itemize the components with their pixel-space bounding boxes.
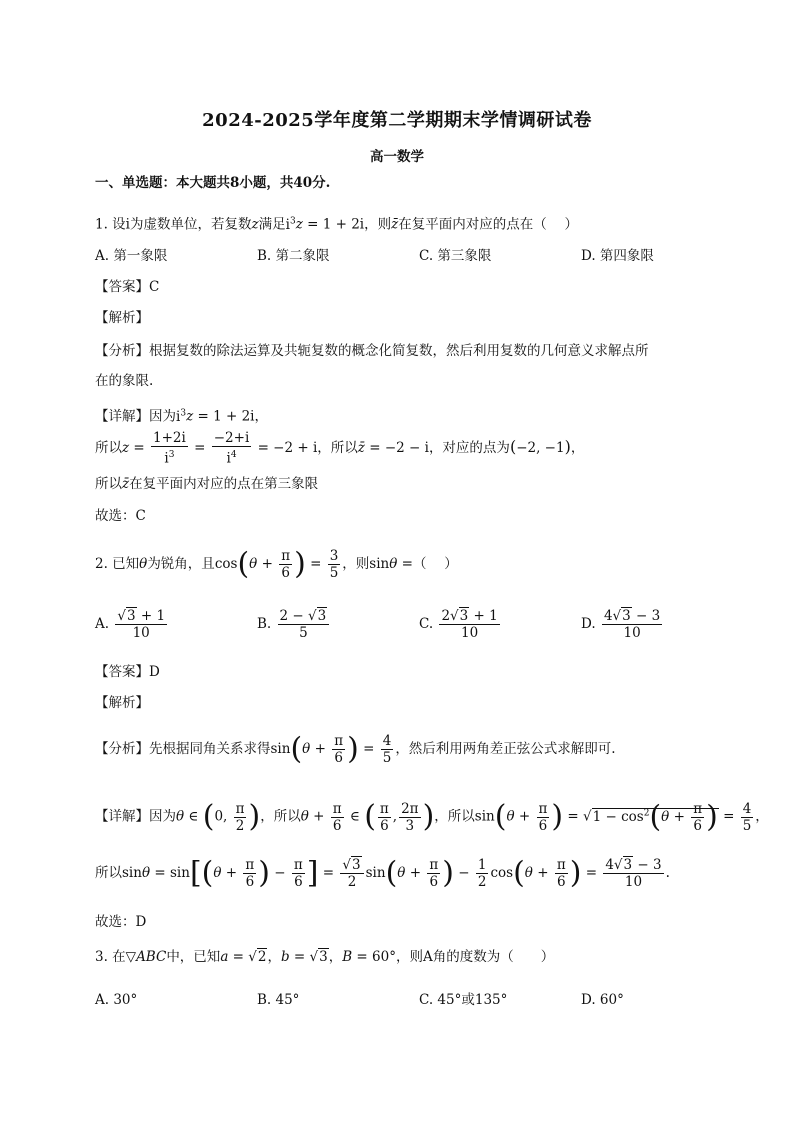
q1-option-b: B. 第二象限 [257,248,330,264]
q2-option-d: D. $\frac{4√3 - 3}{10}$ [581,608,661,641]
q1-option-c: C. 第三象限 [419,248,492,264]
q1-analysis-label: 【解析】 [95,310,149,326]
q2-analysis-label: 【解析】 [95,695,149,711]
q3-option-c: C. 45°或135° [419,992,508,1008]
q1-fenxi-line1: 【分析】根据复数的除法运算及共轭复数的概念化简复数，然后利用复数的几何意义求解点所 [95,343,649,359]
q2-option-c: C. $\frac{2√3 + 1}{10}$ [419,608,498,641]
q2-stem: 2. 已知θ为锐角，且cos(θ + $\frac{\pi}{6}$ ) = $\frac{3}{5}$ ，则sinθ =（ ） [95,546,458,582]
q1-fenxi-line2: 在的象限. [95,373,154,389]
section-heading: 一、单选题：本大题共8小题，共40分. [95,175,331,191]
q2-detail: 【详解】因为θ ∈ (0, $\frac{\pi}{2}$ )，所以θ + $\frac{\pi}{6}$ ∈ ( $\frac{\pi}{6}$ , $\frac{2\pi}{3}$ )，所以sin(θ + $\frac{\pi}{6}$ ) = $√1 - \cos^2(\theta$ + $\frac{\pi}{6}$ ) = $\frac{4}{5}$ ， [95,799,769,834]
q3-option-b: B. 45° [257,992,300,1008]
q1-stem: 1. 设i为虚数单位，若复数z满足$i^3z = 1 + 2i$，则z̄在复平面内对应的点在（ ） [95,216,579,233]
q3-stem: 3. 在▽ABC中，已知a = √2，b = √3，B = 60°，则A角的度数为（ ） [95,949,555,965]
q2-option-a: A. $\frac{√3 + 1}{10}$ [95,608,166,641]
q2-fenxi: 【分析】先根据同角关系求得sin(θ + $\frac{\pi}{6}$ ) = $\frac{4}{5}$ ，然后利用两角差正弦公式求解即可. [95,731,616,767]
q3-option-a: A. 30° [95,992,138,1008]
q1-option-d: D. 第四象限 [581,248,654,264]
page-title: 2024-2025学年度第二学期期末学情调研试卷 [202,110,592,131]
q1-detail: 【详解】因为$i^3z = 1 + 2i$， [95,408,268,425]
q3-option-d: D. 60° [581,992,624,1008]
q1-answer: 【答案】C [95,279,160,295]
q2-answer: 【答案】D [95,664,160,680]
q2-option-b: B. $\frac{2 - √3}{5}$ [257,607,331,641]
q1-option-a: A. 第一象限 [95,248,168,264]
q1-conclusion: 所以z̄在复平面内对应的点在第三象限 [95,476,319,492]
page-subtitle: 高一数学 [370,149,424,165]
q2-derivation: 所以sinθ = sin[(θ + $\frac{\pi}{6}$ ) − $\frac{\pi}{6}$ ] = $\frac{√3}{2}$ sin(θ + $\frac{\pi}{6}$ ) − $\frac{1}{2}$ cos(θ + $\frac{\pi}{6}$ ) = $\frac{4√3 - 3}{10}$ . [95,855,670,891]
q1-derivation: 所以z = $\frac{1+2i}{i^3}$ = $\frac{-2+i}{i^4}$ = −2 + i，所以z̄ = −2 − i，对应的点为(−2, −1)， [95,430,585,467]
q2-choose: 故选：D [95,914,147,930]
q1-choose: 故选：C [95,508,146,524]
